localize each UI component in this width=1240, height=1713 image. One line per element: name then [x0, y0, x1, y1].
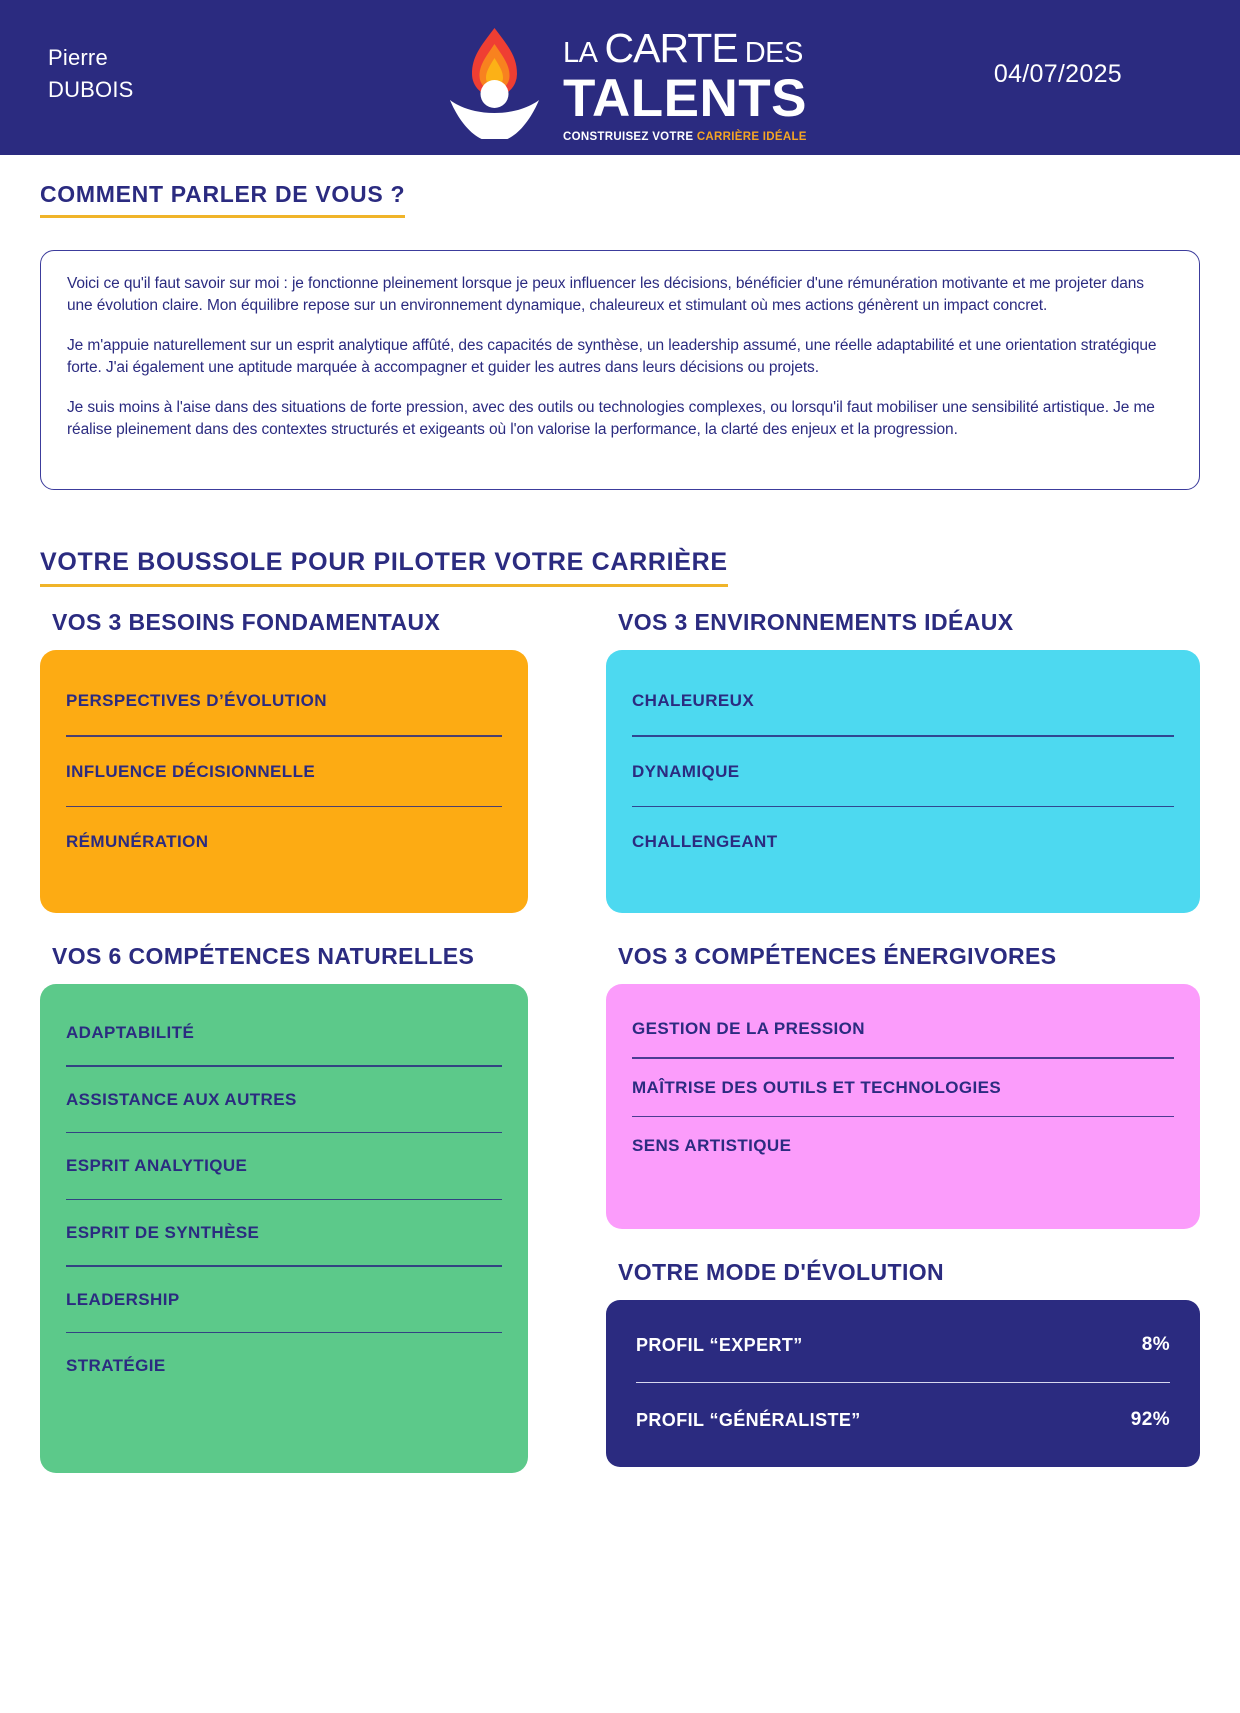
logo-word-talents: TALENTS: [563, 69, 807, 128]
needs-divider: [66, 806, 502, 807]
needs-item: RÉMUNÉRATION: [66, 832, 209, 852]
logo-word-la: LA: [563, 37, 598, 69]
natural-skills-divider: [66, 1065, 502, 1066]
draining-skills-divider: [632, 1116, 1174, 1117]
compass-right-column: [606, 609, 1200, 1473]
report-date: 04/07/2025: [993, 60, 1122, 88]
evolution-value: 8%: [1141, 1334, 1170, 1355]
evolution-label: PROFIL “EXPERT”: [636, 1334, 803, 1355]
about-section-heading: [40, 181, 405, 218]
logo-word-des: DES: [744, 37, 803, 69]
evolution-row: [636, 1308, 1170, 1382]
about-summary-box: [40, 250, 1200, 490]
compass-section-heading: [40, 548, 728, 587]
user-first-name: Pierre: [48, 45, 108, 70]
brand-wordmark: [563, 14, 808, 143]
brand-logo: [432, 14, 808, 143]
environment-item: DYNAMIQUE: [632, 761, 740, 781]
environments-divider: [632, 806, 1174, 807]
logo-word-carte: CARTE: [604, 25, 738, 71]
spacer: [40, 913, 528, 943]
logo-tagline: [563, 131, 808, 143]
natural-skill-item: LEADERSHIP: [66, 1289, 180, 1309]
compass-left-column: [40, 609, 528, 1473]
needs-item: PERSPECTIVES D’ÉVOLUTION: [66, 691, 327, 710]
about-paragraph-1: Voici ce qu'il faut savoir sur moi : je fonctionne pleinement lorsque je peux influencer les décisions, bénéficier d'une rémunération motivante et me projeter dans une évolution claire. Mon équilibre repose sur un environnement dynamique, chaleureux et stimulant où mes actions génèrent un impact concret.: [67, 275, 1144, 315]
flame-logo-icon: [432, 14, 557, 139]
environment-item: CHALEUREUX: [632, 691, 755, 710]
natural-skills-divider: [66, 1265, 502, 1266]
environments-card: [606, 650, 1200, 913]
needs-item: INFLUENCE DÉCISIONNELLE: [66, 761, 316, 781]
about-title-underline: [40, 215, 405, 218]
compass-title-underline: [40, 584, 728, 587]
about-paragraph-2: Je m'appuie naturellement sur un esprit analytique affûté, des capacités de synthèse, un leadership assumé, une réelle adaptabilité et une orientation stratégique forte. J'ai également une aptitude marquée à accompagner et guider les autres dans leurs décisions ou projets.: [67, 336, 1157, 377]
natural-skill-item: ASSISTANCE AUX AUTRES: [66, 1089, 297, 1109]
spacer: [606, 1229, 1200, 1259]
draining-skill-item: SENS ARTISTIQUE: [632, 1136, 792, 1156]
page-header: [0, 0, 1240, 155]
logo-tagline-orange: CARRIÈRE IDÉALE: [696, 130, 807, 143]
natural-skill-item: ADAPTABILITÉ: [66, 1023, 195, 1042]
needs-divider: [66, 735, 502, 736]
draining-skills-divider: [632, 1057, 1174, 1058]
environments-divider: [632, 735, 1174, 736]
compass-section-title: VOTRE BOUSSOLE POUR PILOTER VOTRE CARRIÈRE: [40, 548, 728, 576]
about-section-title: COMMENT PARLER DE VOUS ?: [40, 181, 406, 207]
environments-block-title: VOS 3 ENVIRONNEMENTS IDÉAUX: [618, 609, 1014, 635]
user-last-name: DUBOIS: [48, 76, 134, 102]
natural-skills-card: [40, 984, 528, 1473]
logo-tagline-white: CONSTRUISEZ VOTRE: [563, 130, 697, 143]
draining-skills-block-title: VOS 3 COMPÉTENCES ÉNERGIVORES: [618, 943, 1057, 969]
evolution-block-title: VOTRE MODE D'ÉVOLUTION: [618, 1259, 945, 1285]
natural-skills-divider: [66, 1199, 502, 1200]
natural-skills-divider: [66, 1332, 502, 1333]
natural-skill-item: ESPRIT ANALYTIQUE: [66, 1156, 248, 1176]
draining-skills-card: [606, 984, 1200, 1229]
evolution-value: 92%: [1130, 1409, 1170, 1431]
compass-grid: [40, 609, 1200, 1473]
natural-skills-block-title: VOS 6 COMPÉTENCES NATURELLES: [52, 943, 475, 969]
environment-item: CHALLENGEANT: [632, 832, 778, 852]
user-name: [48, 42, 134, 106]
about-paragraph-3: Je suis moins à l'aise dans des situations de forte pression, avec des outils ou technologies complexes, ou lorsqu'il faut mobiliser une sensibilité artistique. Je me réalise pleinement dans des contextes structurés et exigeants où l'on valorise la performance, la clarté des enjeux et la progression.: [67, 398, 1155, 439]
evolution-row: [636, 1383, 1170, 1457]
natural-skills-divider: [66, 1132, 502, 1133]
spacer: [606, 913, 1200, 943]
natural-skill-item: ESPRIT DE SYNTHÈSE: [66, 1222, 260, 1242]
draining-skill-item: GESTION DE LA PRESSION: [632, 1019, 865, 1038]
natural-skill-item: STRATÉGIE: [66, 1356, 166, 1376]
needs-card: [40, 650, 528, 913]
draining-skill-item: MAÎTRISE DES OUTILS ET TECHNOLOGIES: [632, 1077, 1002, 1097]
needs-block-title: VOS 3 BESOINS FONDAMENTAUX: [52, 609, 441, 635]
evolution-label: PROFIL “GÉNÉRALISTE”: [636, 1409, 861, 1430]
evolution-card: [606, 1300, 1200, 1467]
